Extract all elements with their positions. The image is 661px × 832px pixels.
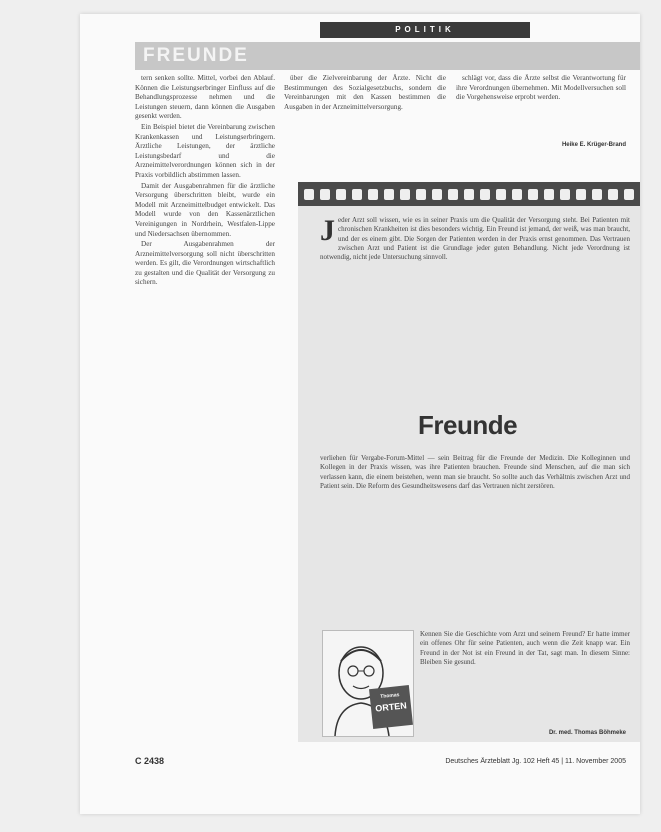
page-footer xyxy=(80,756,640,774)
journal-citation: Deutsches Ärzteblatt Jg. 102 Heft 45 | 11. November 2005 xyxy=(445,758,626,765)
author-byline: Heike E. Krüger-Brand xyxy=(561,142,626,148)
paragraph: über die Zielvereinbarung der Ärzte. Nicht die Bestimmungen des Sozialgesetzbuchs, sondern die Vereinbarungen mit den Kassen bestimmen die Ausgaben in der Arzneimittelversorgung. xyxy=(284,74,446,111)
box-title: Freunde xyxy=(418,410,518,440)
column-box xyxy=(298,182,640,742)
page-number: C 2438 xyxy=(135,756,165,766)
magazine-page xyxy=(80,14,640,814)
box-intro-text xyxy=(320,216,630,386)
author-portrait xyxy=(322,630,414,737)
author-logo-badge: Thomas ORTEN xyxy=(369,685,413,729)
paragraph: tern senken sollte. Mittel, vorbei den Ablauf. Können die Leistungserbringer Einfluss auf die Behandlungsprozesse nehmen und die Leistungen steuern, dann können die Ausgaben gesenkt werden. xyxy=(135,74,275,121)
article-column-3 xyxy=(456,74,626,164)
paragraph: Der Ausgabenrahmen der Arzneimittelversorgung soll nicht überschritten werden. Es gilt, die Verordnungen wirtschaftlich zu gestalten und die Qualität der Versorgung zu sichern. xyxy=(135,240,275,287)
drop-cap: J xyxy=(320,216,335,247)
paragraph: schlägt vor, dass die Ärzte selbst die Verantwortung für ihre Verordnungen übernehmen. Mit Modellversuchen soll die Vorgehensweise erprobt werden. xyxy=(456,74,626,102)
perforated-strip xyxy=(298,182,640,206)
box-body-text: verliehen für Vergabe-Forum-Mittel — sein Beitrag für die Freunde der Medizin. Die Kolleginnen und Kollegen in der Praxis wissen, was ihre Patienten brauchen. Freunde sind Menschen, auf die man sich verlassen kann, die einem beistehen, wenn man sie braucht. So sollte auch das Verhältnis zwischen Arzt und Patient sein. Die Reform des Gesundheitswesens darf das Vertrauen nicht zerstören. xyxy=(320,454,630,490)
paragraph: Ein Beispiel bietet die Vereinbarung zwischen Krankenkassen und Leistungserbringern. Ärztliche Leistungen, der ärztliche Leistungsbedarf und die Arzneimittelverordnungen können sich in der Praxis vorbildlich abstimmen lassen. xyxy=(135,122,275,179)
paragraph: Damit der Ausgabenrahmen für die ärztliche Versorgung überschritten bleibt, wurde ein Modell mit Arzneimittelbudget entwickelt. Das Modell wurde von den Kassenärztlichen Vereinigungen in Nordrhein, Westfalen-Lippe und Niedersachsen übernommen. xyxy=(135,181,275,238)
section-label: POLITIK xyxy=(320,22,530,38)
intro-body: eder Arzt soll wissen, wie es in seiner Praxis um die Qualität der Versorgung steht. Bei Patienten mit chronischen Krankheiten ist dies besonders wichtig. Ein Freund ist jemand, der weiß, was man braucht, und der es einem gibt. Die Sorgen der Patienten werden in der Praxis ernst genommen. Das Vertrauen zwischen Arzt und Patient ist die Grundlage jeder guten Behandlung. Nicht jede Verordnung ist notwendig, nicht jede Untersuchung sinnvoll. xyxy=(320,216,630,262)
author-byline: Dr. med. Thomas Böhmeke xyxy=(548,730,626,736)
headline-band: FREUNDE xyxy=(135,42,640,70)
article-column-1 xyxy=(135,74,275,744)
box-closing-text: Kennen Sie die Geschichte vom Arzt und seinem Freund? Er hatte immer ein offenes Ohr für seine Patienten, auch wenn die Zeit knapp war. Ein Freund in der Not ist ein Freund in der Tat, sagt man. In diesem Sinne: Bleiben Sie gesund. xyxy=(420,630,630,666)
article-column-2 xyxy=(284,74,446,164)
